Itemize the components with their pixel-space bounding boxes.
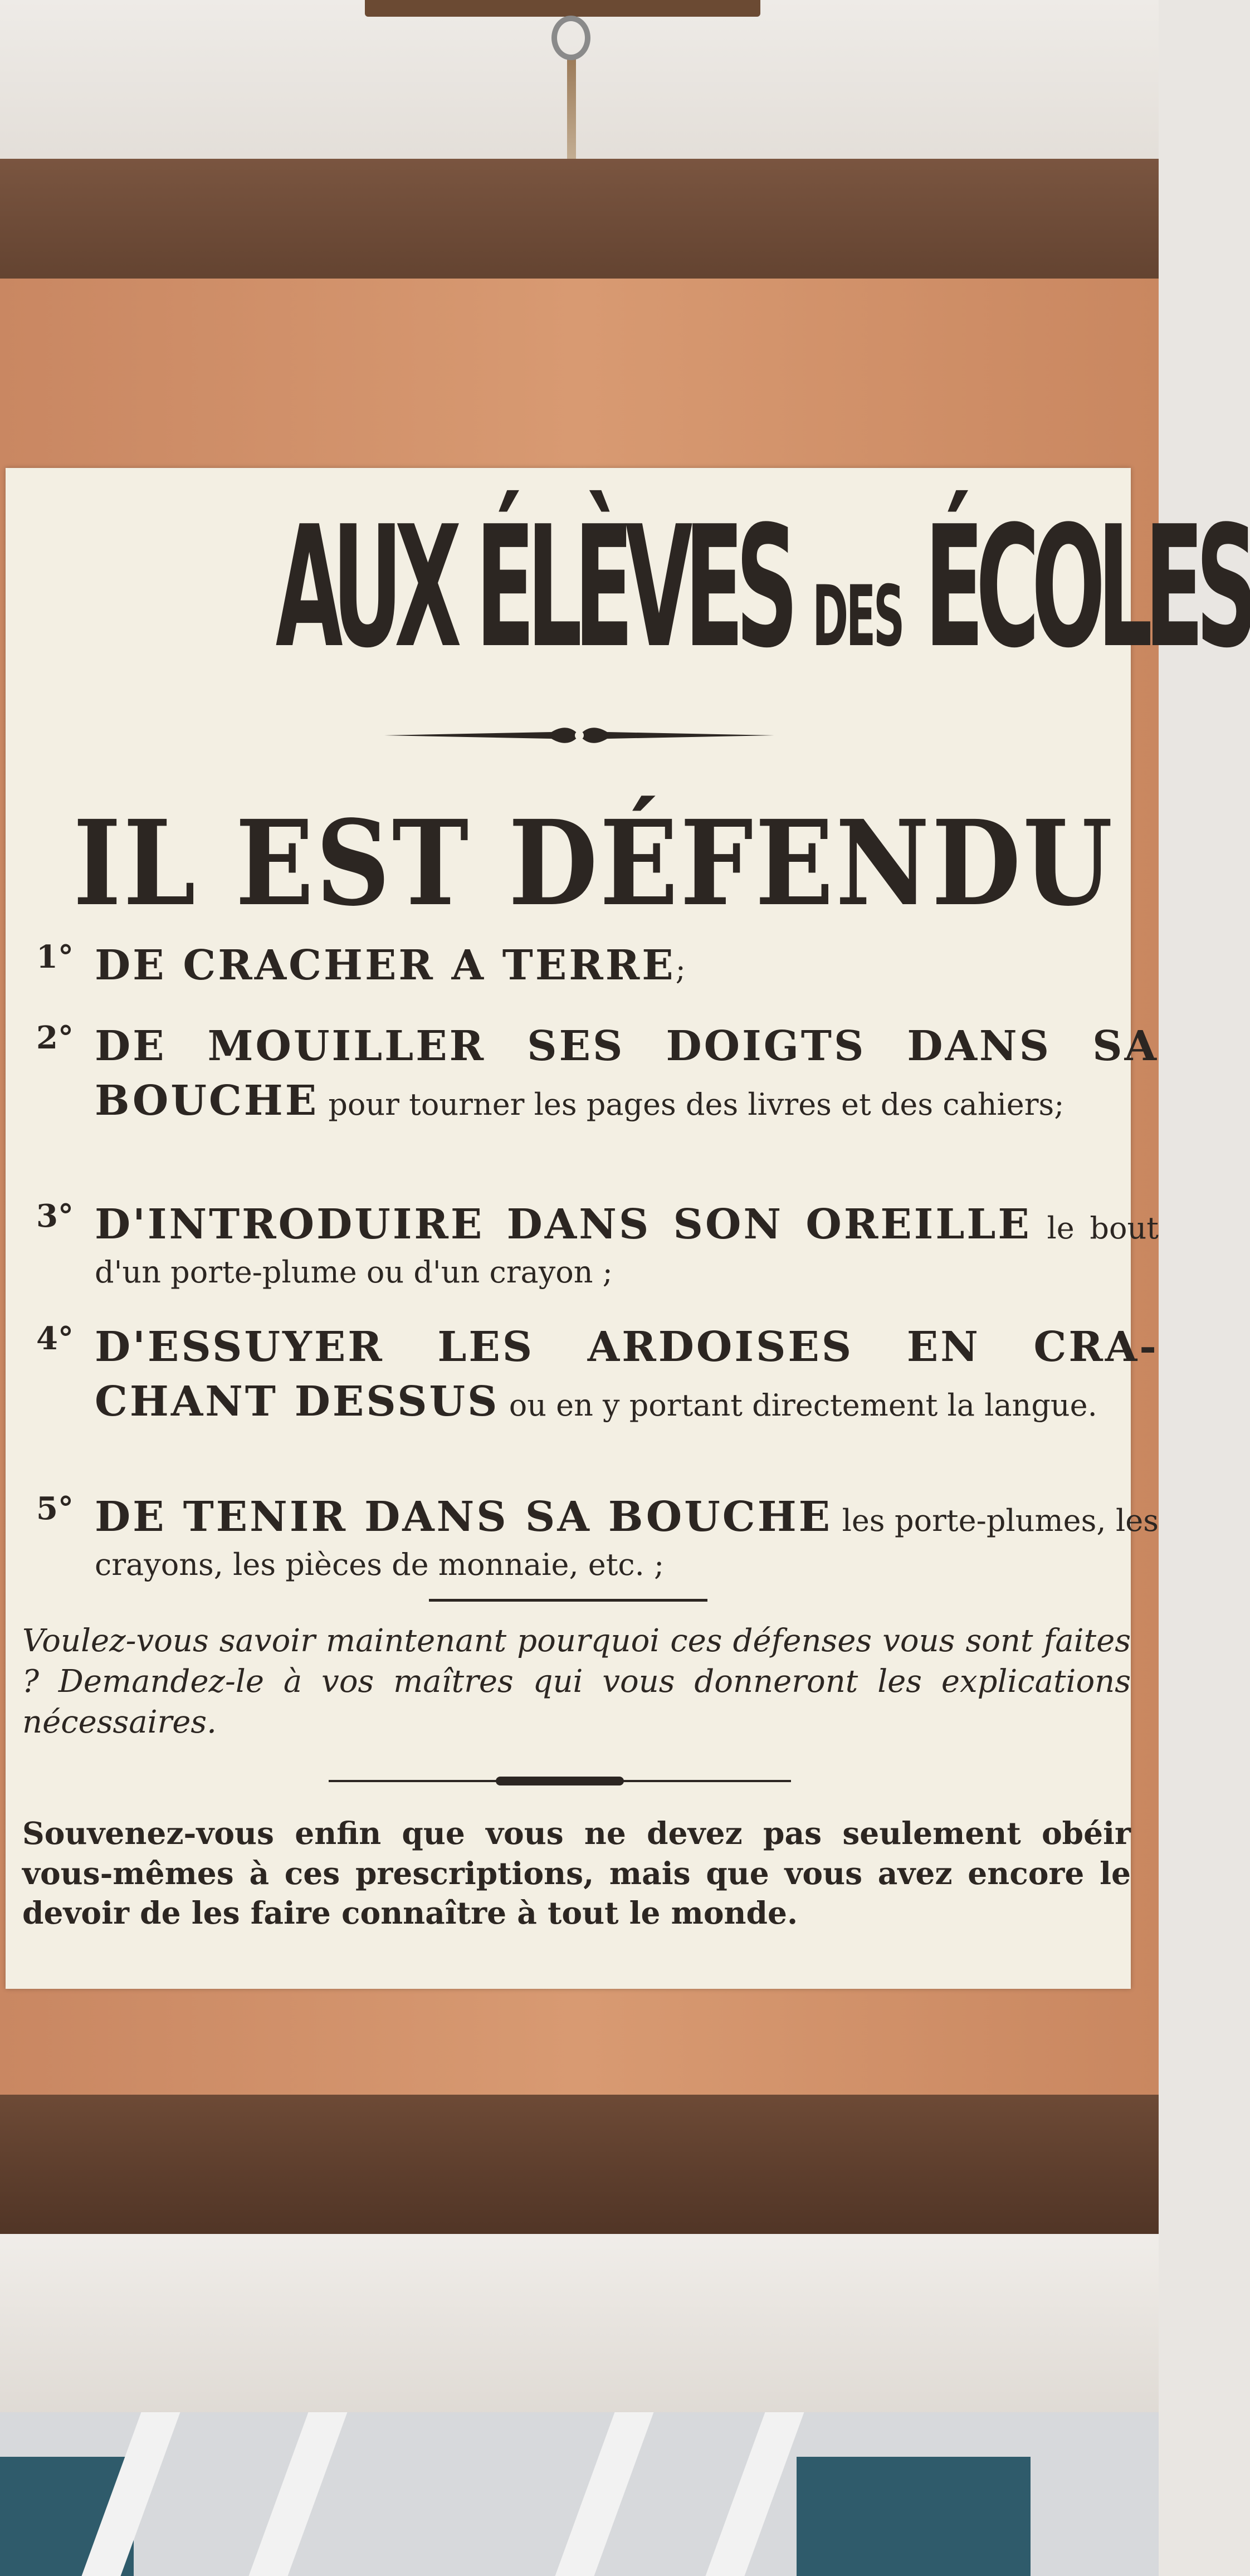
wall-bottom: [0, 2234, 1159, 2418]
hook-icon: [551, 16, 590, 60]
rule-number: 3°: [36, 1198, 74, 1235]
rule-number: 5°: [36, 1490, 74, 1527]
window-pane: [797, 2457, 1031, 2576]
separator-ornament: [496, 1777, 624, 1785]
rule-number: 2°: [36, 1019, 74, 1056]
school-poster: [6, 468, 1250, 1989]
title-part-2: ÉCOLES: [924, 490, 1250, 685]
ceiling-beam: [248, 2412, 347, 2576]
rule-rest-text: les porte-plumes, les crayons, les pièces de monnaie, etc. ;: [95, 1503, 1159, 1582]
rule-bold-text: D'INTRODUIRE DANS SON OREILLE: [95, 1201, 1032, 1248]
frame-bottom: [0, 2095, 1159, 2234]
hanging-wire: [567, 56, 576, 173]
rule-bold-text: DE MOUILLER SES DOIGTS DANS SA BOUCHE: [95, 1022, 1159, 1125]
title-part-small: DES: [812, 568, 903, 665]
rule-rest-text: le bout d'un porte-plume ou d'un crayon ;: [95, 1211, 1159, 1290]
ceiling-beam: [705, 2412, 804, 2576]
ceiling-beam: [555, 2412, 653, 2576]
rule-number: 4°: [36, 1320, 74, 1357]
rule-rest-text: ;: [675, 952, 686, 987]
rule-bold-text: DE TENIR DANS SA BOUCHE: [95, 1493, 833, 1541]
rule-bold-text: D'ESSUYER LES ARDOISES EN CRA-CHANT DESSUS: [95, 1323, 1159, 1426]
floor-window-area: [0, 2412, 1159, 2576]
rule-number: 1°: [36, 939, 74, 975]
separator-line: [429, 1599, 707, 1602]
rule-rest-text: pour tourner les pages des livres et des cahiers;: [328, 1086, 1065, 1122]
poster-title: [275, 490, 1250, 685]
title-part-1: AUX ÉLÈVES: [275, 490, 790, 685]
rule-bold-text: DE CRACHER A TERRE: [95, 941, 676, 989]
rule-rest-text: ou en y portant directement la langue.: [509, 1387, 1097, 1423]
poster-subtitle: IL EST DÉFENDU: [73, 794, 1115, 932]
question-paragraph: Voulez-vous savoir maintenant pourquoi ces défenses vous sont faites ? Demandez-le à vos maîtres qui vous donneront les explications nécessaires.: [22, 1623, 1131, 1740]
hanging-plate: [365, 0, 760, 17]
ornament-divider-icon: [384, 719, 774, 752]
closing-paragraph: Souvenez-vous enfin que vous ne devez pas seulement obéir vous-mêmes à ces prescriptions, mais que vous avez encore le devoir de les faire connaître à tout le monde.: [22, 1815, 1131, 1931]
